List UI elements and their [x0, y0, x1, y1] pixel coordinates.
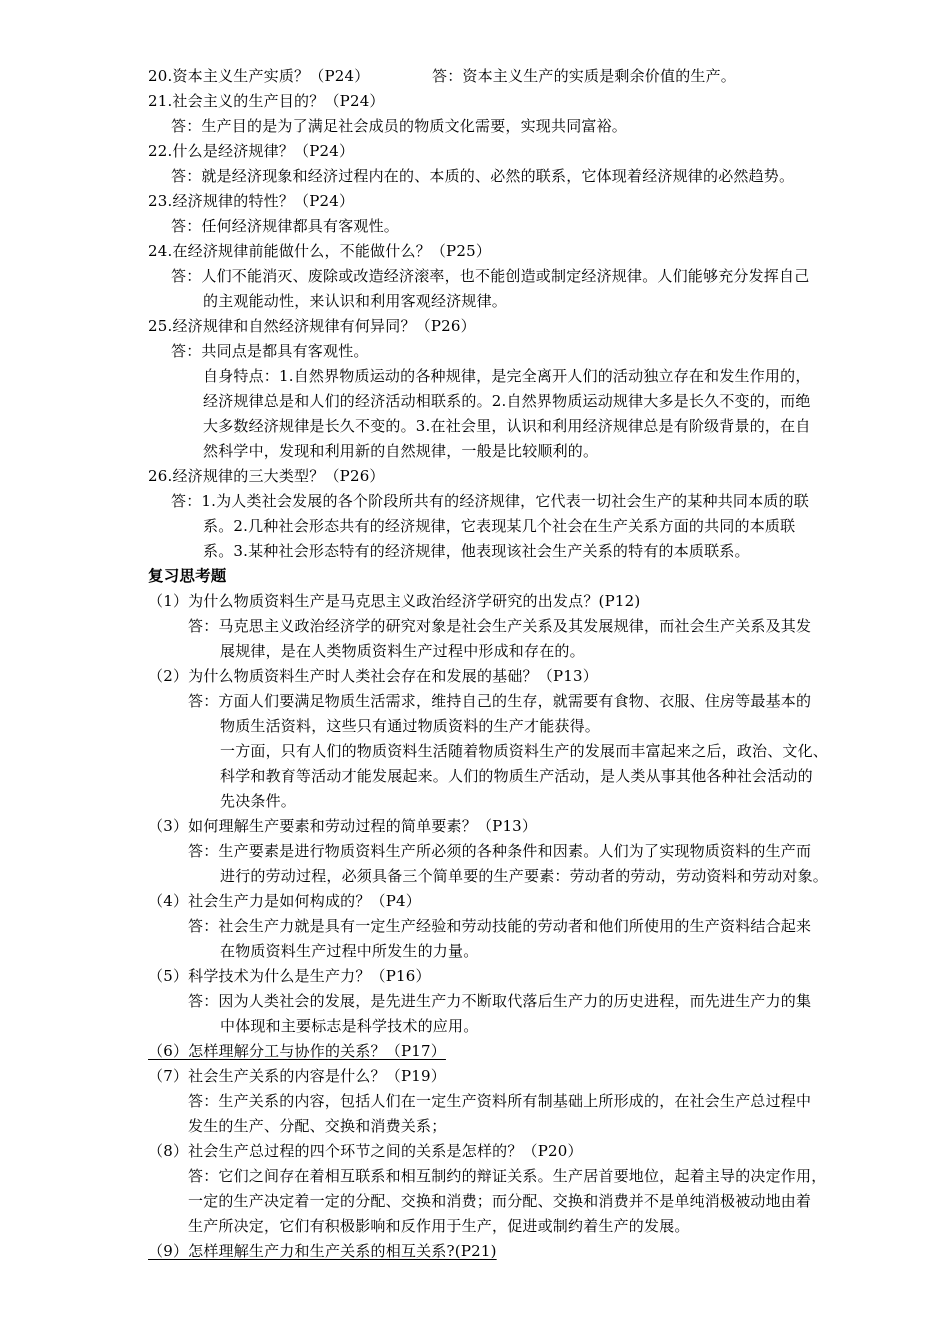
- answer-22: 答：就是经济现象和经济过程内在的、本质的、必然的联系，它体现着经济规律的必然趋势。: [171, 167, 795, 185]
- question-25: 25.经济规律和自然经济规律有何异同？（P26）: [148, 317, 476, 335]
- review-answer-3-line-1: 答：生产要素是进行物质资料生产所必须的各种条件和因素。人们为了实现物质资料的生产而: [188, 842, 812, 860]
- answer-20: 答：资本主义生产的实质是剩余价值的生产。: [432, 67, 737, 85]
- review-question-2: （2）为什么物质资料生产时人类社会存在和发展的基础？（P13）: [148, 667, 598, 685]
- answer-25-line-5: 然科学中，发现和利用新的自然规律，一般是比较顺利的。: [203, 442, 599, 460]
- review-question-8: （8）社会生产总过程的四个环节之间的关系是怎样的？（P20）: [148, 1142, 583, 1160]
- review-answer-5-line-1: 答：因为人类社会的发展，是先进生产力不断取代落后生产力的历史进程，而先进生产力的集: [188, 992, 812, 1010]
- question-20: 20.资本主义生产实质？（P24）: [148, 67, 370, 85]
- review-answer-5-line-2: 中体现和主要标志是科学技术的应用。: [220, 1017, 479, 1035]
- review-answer-1-line-2: 展规律，是在人类物质资料生产过程中形成和存在的。: [220, 642, 585, 660]
- review-answer-1-line-1: 答：马克思主义政治经济学的研究对象是社会生产关系及其发展规律，而社会生产关系及其发: [188, 617, 812, 635]
- answer-23: 答：任何经济规律都具有客观性。: [171, 217, 400, 235]
- review-answer-3-line-2: 进行的劳动过程，必须具备三个简单要的生产要素：劳动者的劳动，劳动资料和劳动对象。: [220, 867, 829, 885]
- review-answer-4-line-1: 答：社会生产力就是具有一定生产经验和劳动技能的劳动者和他们所使用的生产资料结合起来: [188, 917, 812, 935]
- review-answer-2-line-5: 先决条件。: [220, 792, 297, 810]
- review-answer-2-line-2: 物质生活资料，这些只有通过物质资料的生产才能获得。: [220, 717, 601, 735]
- review-question-1: （1）为什么物质资料生产是马克思主义政治经济学研究的出发点？(P12): [148, 592, 641, 610]
- review-answer-8-line-3: 生产所决定，它们有积极影响和反作用于生产，促进或制约着生产的发展。: [188, 1217, 690, 1235]
- review-answer-2-line-3: 一方面，只有人们的物质资料生活随着物质资料生产的发展而丰富起来之后，政治、文化、: [220, 742, 829, 760]
- answer-25-line-4: 大多数经济规律是长久不变的。3.在社会里，认识和利用经济规律总是有阶级背景的，在自: [203, 417, 811, 435]
- answer-25-line-2: 自身特点：1.自然界物质运动的各种规律，是完全离开人们的活动独立存在和发生作用的，: [203, 367, 811, 385]
- question-21: 21.社会主义的生产目的？（P24）: [148, 92, 385, 110]
- answer-21: 答：生产目的是为了满足社会成员的物质文化需要，实现共同富裕。: [171, 117, 628, 135]
- review-answer-8-line-2: 一定的生产决定着一定的分配、交换和消费；而分配、交换和消费并不是单纯消极被动地由着: [188, 1192, 812, 1210]
- review-answer-2-line-4: 科学和教育等活动才能发展起来。人们的物质生产活动，是人类从事其他各种社会活动的: [220, 767, 813, 785]
- answer-25-line-1: 答：共同点是都具有客观性。: [171, 342, 369, 360]
- section-heading: 复习思考题: [148, 567, 227, 585]
- answer-24-line-2: 的主观能动性，来认识和利用客观经济规律。: [203, 292, 508, 310]
- answer-24-line-1: 答：人们不能消灭、废除或改造经济滚率，也不能创造或制定经济规律。人们能够充分发挥自己: [171, 267, 810, 285]
- question-23: 23.经济规律的特性？（P24）: [148, 192, 355, 210]
- review-question-7: （7）社会生产关系的内容是什么？（P19）: [148, 1067, 446, 1085]
- review-question-5: （5）科学技术为什么是生产力？（P16）: [148, 967, 431, 985]
- question-24: 24.在经济规律前能做什么，不能做什么？（P25）: [148, 242, 492, 260]
- question-22: 22.什么是经济规律？（P24）: [148, 142, 355, 160]
- review-answer-2-line-1: 答：方面人们要满足物质生活需求，维持自己的生存，就需要有食物、衣服、住房等最基本的: [188, 692, 812, 710]
- review-question-3: （3）如何理解生产要素和劳动过程的简单要素？（P13）: [148, 817, 538, 835]
- answer-25-line-3: 经济规律总是和人们的经济活动相联系的。2.自然界物质运动规律大多是长久不变的，而绝: [203, 392, 811, 410]
- review-question-6: （6）怎样理解分工与协作的关系？（P17）: [148, 1042, 446, 1060]
- review-answer-7-line-1: 答：生产关系的内容，包括人们在一定生产资料所有制基础上所形成的，在社会生产总过程中: [188, 1092, 812, 1110]
- review-answer-7-line-2: 发生的生产、分配、交换和消费关系；: [188, 1117, 447, 1135]
- review-answer-8-line-1: 答：它们之间存在着相互联系和相互制约的辩证关系。生产居首要地位，起着主导的决定作用，: [188, 1167, 827, 1185]
- question-26: 26.经济规律的三大类型？（P26）: [148, 467, 385, 485]
- answer-26-line-1: 答：1.为人类社会发展的各个阶段所共有的经济规律，它代表一切社会生产的某种共同本质的联: [171, 492, 809, 510]
- review-answer-4-line-2: 在物质资料生产过程中所发生的力量。: [220, 942, 479, 960]
- answer-26-line-3: 系。3.某种社会形态特有的经济规律，他表现该社会生产关系的特有的本质联系。: [203, 542, 750, 560]
- review-question-9: （9）怎样理解生产力和生产关系的相互关系?(P21): [148, 1242, 497, 1260]
- review-question-4: （4）社会生产力是如何构成的？（P4）: [148, 892, 421, 910]
- answer-26-line-2: 系。2.几种社会形态共有的经济规律，它表现某几个社会在生产关系方面的共同的本质联: [203, 517, 796, 535]
